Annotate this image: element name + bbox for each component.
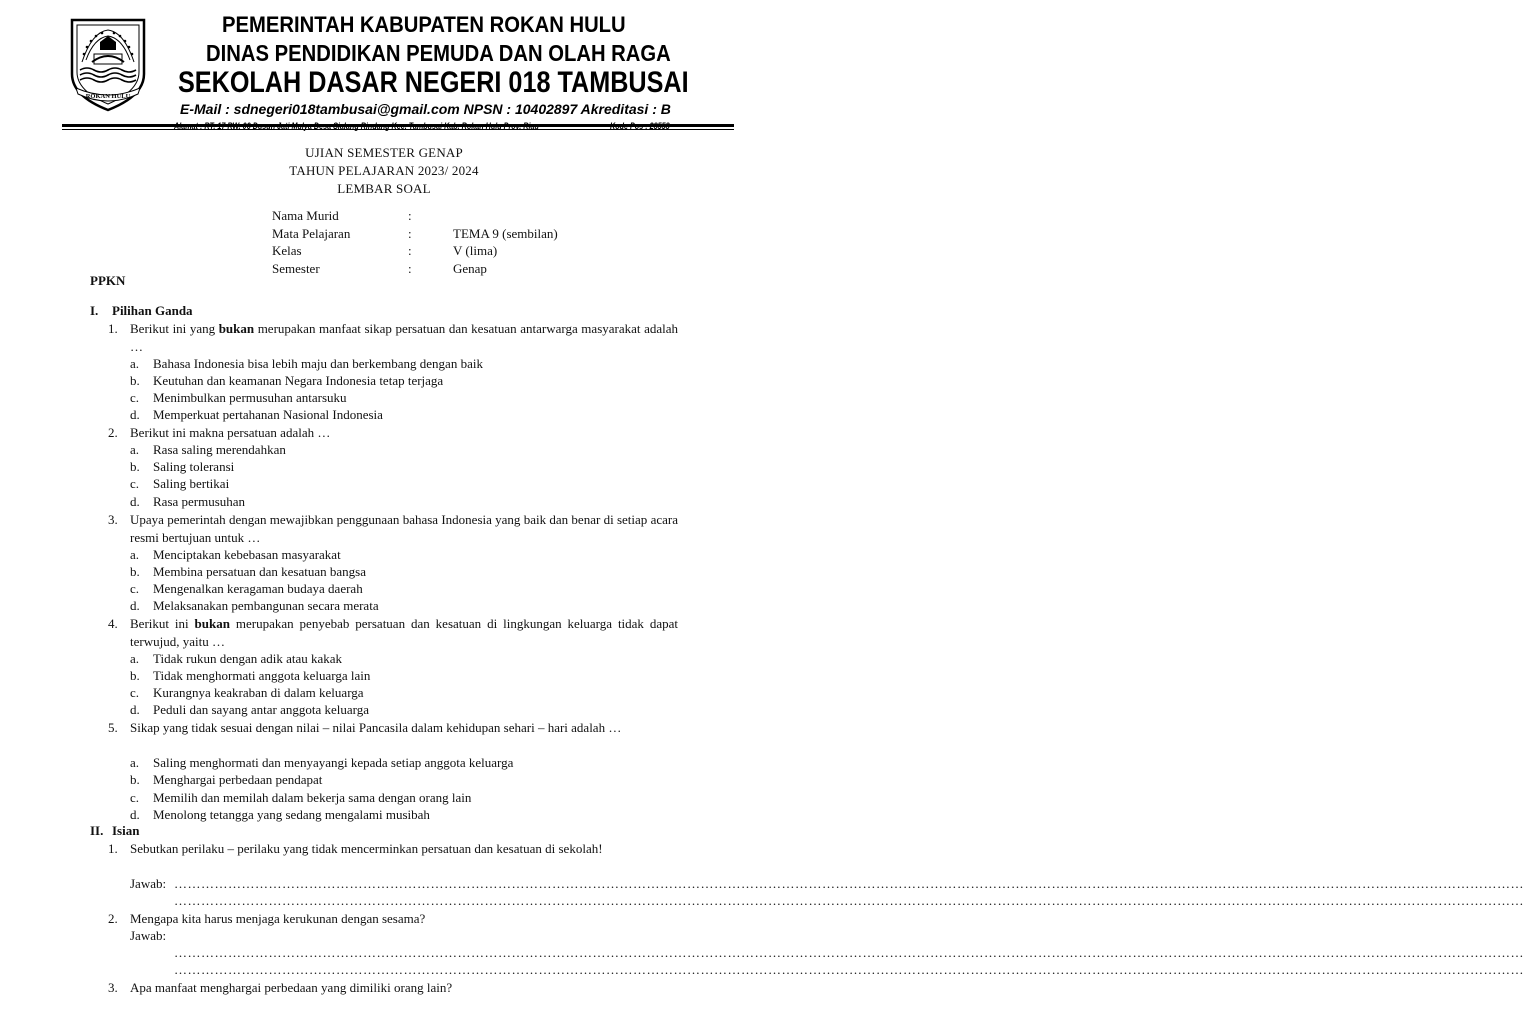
identity-label: Semester [272,260,320,276]
option-letter: c. [130,476,140,491]
question-number: 3. [108,512,118,527]
question-text [130,320,678,355]
identity-value: Genap [453,260,487,276]
header-department: DINAS PENDIDIKAN PEMUDA DAN OLAH RAGA [206,40,671,66]
option-letter: d. [130,407,140,422]
section-essay [90,823,139,839]
option-text: Tidak rukun dengan adik atau kakak [153,651,343,666]
option-letter: c. [130,390,140,405]
answer-label: Jawab: [130,876,167,891]
identity-label: Mata Pelajaran [272,225,351,241]
question-text [130,719,678,737]
option-text: Saling toleransi [153,459,235,474]
option-letter: a. [130,356,140,371]
identity-row [272,243,592,261]
header-rule-thick [62,124,734,127]
question-text-part: Sikap yang tidak sesuai dengan nilai – nilai Pancasila dalam kehidupan sehari – hari adalah … [130,720,622,735]
answer-line[interactable]: ………………………………………………………………………………………………………………………………………………………………………………………………………………………………………………………………………… [174,893,1524,908]
identity-label: Kelas [272,243,302,258]
question-emphasis: bukan [194,616,230,631]
identity-value: TEMA 9 (sembilan) [453,225,558,241]
section-multiple-choice [90,303,193,319]
option-text: Memperkuat pertahanan Nasional Indonesia [153,407,383,422]
question-number: 2. [108,425,118,440]
option [130,597,379,615]
option-text: Mengenalkan keragaman budaya daerah [153,581,363,596]
answer-line[interactable]: ………………………………………………………………………………………………………………………………………………………………………………………………………………………………………………………………………… [174,945,1524,960]
header-rule-thin [62,129,734,130]
option [130,667,370,685]
option [130,475,229,493]
option [130,701,369,719]
option [130,458,234,476]
option-letter: b. [130,459,140,474]
identity-row [272,226,592,244]
question-number: 2. [108,911,118,926]
option [130,406,383,424]
option-text: Bahasa Indonesia bisa lebih maju dan berkembang dengan baik [153,356,483,371]
option-letter: c. [130,790,140,805]
answer-line[interactable]: ………………………………………………………………………………………………………………………………………………………………………………………………………………………………………………………………………… [174,876,1524,891]
rokan-hulu-emblem-icon [62,14,154,114]
option-text: Menimbulkan permusuhan antarsuku [153,390,347,405]
student-identity [272,208,592,278]
option-text: Menolong tetangga yang sedang mengalami musibah [153,807,430,822]
option-text: Melaksanakan pembangunan secara merata [153,598,379,613]
section-title: Isian [112,823,140,838]
question-text: Mengapa kita harus menjaga kerukunan dengan sesama? [130,911,426,926]
option [130,789,471,807]
question-3 [108,511,678,546]
option-letter: d. [130,494,140,509]
section-number: I. [90,303,99,318]
header-contact: E-Mail : sdnegeri018tambusai@gmail.com NPSN : 10402897 Akreditasi : B [180,101,671,117]
option-letter: d. [130,807,140,822]
option [130,754,513,772]
identity-row [272,208,592,226]
option-letter: b. [130,373,140,388]
option [130,372,443,390]
question-text [130,424,678,442]
identity-row [272,261,592,279]
option-text: Memilih dan memilah dalam bekerja sama dengan orang lain [153,790,472,805]
option-text: Menghargai perbedaan pendapat [153,772,323,787]
option-letter: a. [130,547,140,562]
identity-colon: : [408,208,412,223]
question-emphasis: bukan [218,321,255,336]
question-number: 4. [108,616,118,631]
question-text-part: Berikut ini [130,616,195,631]
option-letter: a. [130,442,140,457]
subject-heading: PPKN [90,273,126,288]
exam-title: UJIAN SEMESTER GENAP [305,145,463,160]
option-letter: c. [130,685,140,700]
essay-question-1 [108,840,678,858]
option [130,355,483,373]
essay-question-2 [108,910,678,928]
question-text-part: merupakan penyebab persatuan dan kesatuan di lingkungan keluarga tidak dapat terwujud, yaitu … [130,616,678,649]
question-text-part: Berikut ini yang [130,321,219,336]
question-text-part: merupakan manfaat sikap persatuan dan kesatuan antarwarga masyarakat adalah … [130,321,678,354]
section-title: Pilihan Ganda [112,303,193,318]
question-text: Sebutkan perilaku – perilaku yang tidak mencerminkan persatuan dan kesatuan di sekolah! [130,841,603,856]
question-text-part: Upaya pemerintah dengan mewajibkan penggunaan bahasa Indonesia yang baik dan benar di setiap acara resmi bertujuan untuk … [130,512,678,545]
essay-question-3 [108,979,678,997]
identity-colon: : [408,260,412,276]
option [130,441,286,459]
option-text: Saling bertikai [153,476,230,491]
section-number: II. [90,823,104,838]
logo-caption: ROKAN HULU [85,93,131,100]
question-text [130,511,678,546]
identity-colon: : [408,225,412,241]
question-text-part: Berikut ini makna persatuan adalah … [130,425,331,440]
question-5 [108,719,678,737]
option-letter: a. [130,755,140,770]
question-2 [108,424,678,442]
question-1 [108,320,678,355]
option [130,580,363,598]
option-text: Menciptakan kebebasan masyarakat [153,547,341,562]
option [130,650,342,668]
identity-colon: : [408,243,412,258]
option [130,563,366,581]
option [130,806,430,824]
answer-label: Jawab: [130,928,167,943]
option-letter: d. [130,598,140,613]
option-text: Kurangnya keakraban di dalam keluarga [153,685,364,700]
exam-year: TAHUN PELAJARAN 2023/ 2024 [289,163,479,178]
option-letter: c. [130,581,140,596]
question-number: 3. [108,980,118,995]
question-number: 1. [108,321,118,336]
header-government: PEMERINTAH KABUPATEN ROKAN HULU [222,12,626,37]
identity-label: Nama Murid [272,208,339,223]
option [130,389,347,407]
option-text: Membina persatuan dan kesatuan bangsa [153,564,366,579]
option-letter: b. [130,668,140,683]
answer-line[interactable]: ………………………………………………………………………………………………………………………………………………………………………………………………………………………………………………………………………… [174,962,1524,977]
question-number: 5. [108,720,118,735]
option-text: Peduli dan sayang antar anggota keluarga [153,702,369,717]
option [130,771,322,789]
question-text: Apa manfaat menghargai perbedaan yang dimiliki orang lain? [130,980,453,995]
header-school-name: SEKOLAH DASAR NEGERI 018 TAMBUSAI [178,66,689,99]
option-text: Keutuhan dan keamanan Negara Indonesia tetap terjaga [153,373,444,388]
option-text: Saling menghormati dan menyayangi kepada setiap anggota keluarga [153,755,514,770]
question-4 [108,615,678,650]
option-text: Rasa saling merendahkan [153,442,286,457]
question-text [130,615,678,650]
option [130,546,341,564]
option-letter: b. [130,772,140,787]
option [130,684,364,702]
exam-sheet-label: LEMBAR SOAL [337,181,431,196]
option [130,493,245,511]
option-letter: d. [130,702,140,717]
identity-value: V (lima) [453,243,498,258]
option-letter: b. [130,564,140,579]
option-letter: a. [130,651,140,666]
option-text: Rasa permusuhan [153,494,246,509]
option-text: Tidak menghormati anggota keluarga lain [153,668,371,683]
question-number: 1. [108,841,118,856]
